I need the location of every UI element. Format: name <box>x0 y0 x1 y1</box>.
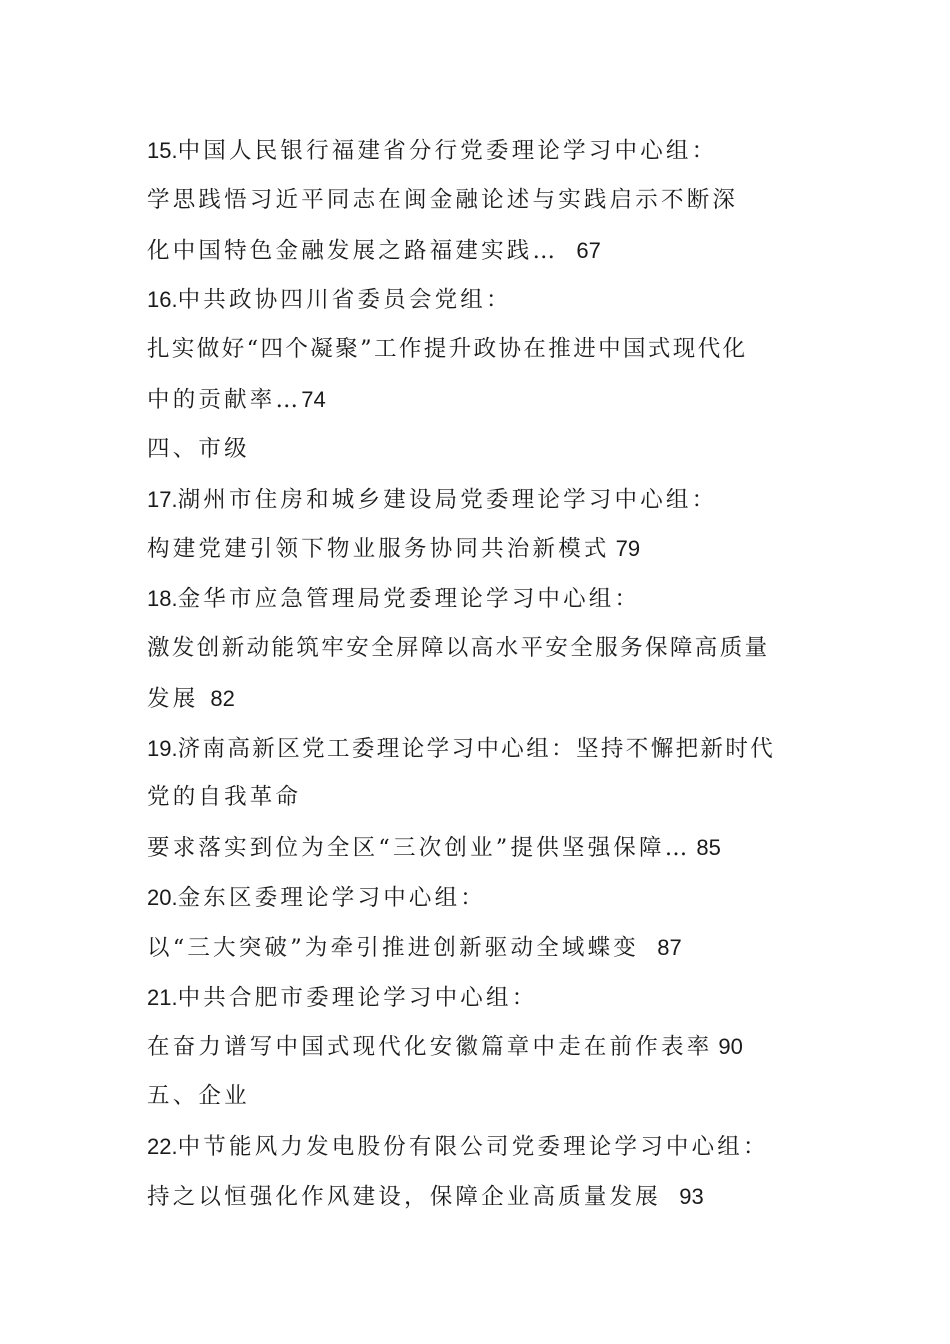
entry-title: 党的自我革命 <box>147 784 302 811</box>
entry-number: 17. <box>147 486 178 512</box>
entry-title: 在奋力谱写中国式现代化安徽篇章中走在前作表率 <box>147 1034 713 1061</box>
entry-number: 22. <box>147 1133 178 1159</box>
section-title: 四、市级 <box>147 435 250 462</box>
toc-entry-line <box>147 176 827 226</box>
page-number: 82 <box>210 685 235 711</box>
entry-title: 中节能风力发电股份有限公司党委理论学习中心组： <box>177 1133 769 1160</box>
entry-title: 湖州市住房和城乡建设局党委理论学习中心组： <box>177 486 718 513</box>
toc-entry-line <box>147 773 827 823</box>
entry-title: 持之以恒强化作风建设，保障企业高质量发展 <box>147 1183 662 1210</box>
entry-number: 21. <box>147 984 178 1010</box>
toc-entry-line <box>147 1172 827 1222</box>
entry-title: 中的贡献率… <box>147 386 302 413</box>
page-number: 85 <box>696 835 721 861</box>
toc-entry-line <box>147 923 827 973</box>
entry-title: 金东区委理论学习中心组： <box>177 884 486 911</box>
toc-entry-line <box>147 325 827 375</box>
entry-title: 激发创新动能筑牢安全屏障以高水平安全服务保障高质量 <box>147 634 770 661</box>
entry-title: 要求落实到位为全区“三次创业”提供坚强保障… <box>147 835 691 862</box>
toc-entry-heading <box>147 873 827 923</box>
entry-number: 19. <box>147 735 178 761</box>
entry-title: 学思践悟习近平同志在闽金融论述与实践启示不断深 <box>147 186 739 213</box>
entry-title: 扎实做好“四个凝聚”工作提升政协在推进中国式现代化 <box>147 336 748 363</box>
entry-title: 济南高新区党工委理论学习中心组：坚持不懈把新时代 <box>177 735 776 762</box>
toc-entry-heading <box>147 1122 827 1172</box>
entry-title: 中共政协四川省委员会党组： <box>177 287 512 314</box>
page-number: 93 <box>667 1183 704 1209</box>
section-title: 五、企业 <box>147 1083 250 1110</box>
entry-title: 构建党建引领下物业服务协同共治新模式 <box>147 536 610 563</box>
page-number: 74 <box>301 386 326 412</box>
entry-title: 发展 <box>147 685 199 712</box>
entry-title: 化中国特色金融发展之路福建实践… <box>147 237 559 264</box>
page-number: 79 <box>615 536 641 562</box>
toc-entry-heading <box>147 973 827 1023</box>
toc-entry-heading <box>147 275 827 325</box>
toc-entry-line <box>147 823 827 873</box>
entry-number: 20. <box>147 884 178 910</box>
toc-entry-line <box>147 624 827 674</box>
entry-title: 中国人民银行福建省分行党委理论学习中心组： <box>177 138 718 164</box>
page-number: 90 <box>718 1034 743 1060</box>
toc-entry-line <box>147 226 827 276</box>
toc-entry-heading <box>147 126 827 176</box>
toc-entry-line <box>147 674 827 724</box>
toc-entry-heading <box>147 475 827 525</box>
page-number: 87 <box>645 934 682 960</box>
page-number: 67 <box>564 237 601 263</box>
entry-number: 18. <box>147 586 178 612</box>
entry-number: 15. <box>147 138 178 163</box>
section-heading <box>147 425 827 475</box>
toc-entry-heading <box>147 574 827 624</box>
toc-entry-line <box>147 1022 827 1072</box>
section-heading <box>147 1072 827 1122</box>
entry-number: 16. <box>147 287 178 313</box>
entry-title: 金华市应急管理局党委理论学习中心组： <box>177 586 641 613</box>
entry-title: 以“三大突破”为牵引推进创新驱动全域蝶变 <box>147 934 640 961</box>
toc-entry-heading <box>147 724 827 774</box>
entry-title: 中共合肥市委理论学习中心组： <box>177 984 538 1011</box>
toc-entry-line <box>147 524 827 574</box>
table-of-contents <box>147 126 827 1222</box>
toc-entry-line <box>147 375 827 425</box>
